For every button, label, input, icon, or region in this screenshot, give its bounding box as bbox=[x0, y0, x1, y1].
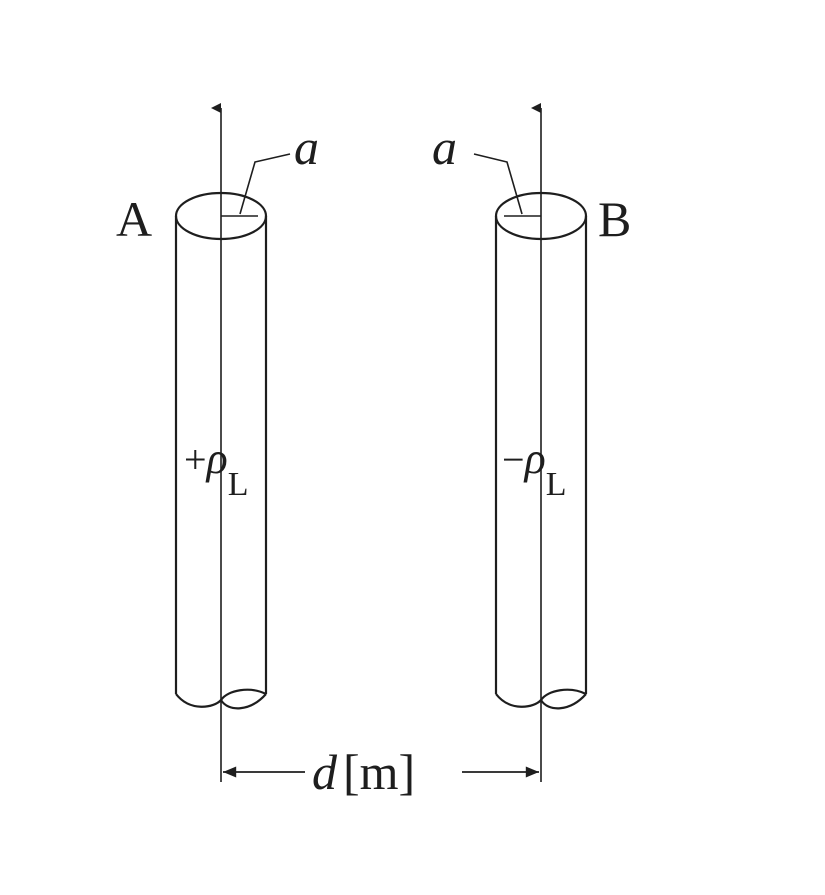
wire-b-radius-label: a bbox=[432, 119, 457, 175]
wire-a-charge-symbol: ρ bbox=[206, 434, 228, 483]
wire-a-broken-bottom-inner bbox=[221, 694, 266, 708]
wire-b-charge-symbol: ρ bbox=[524, 434, 546, 483]
wire-a-radius-label: a bbox=[294, 119, 319, 175]
wire-a-charge-label bbox=[184, 434, 248, 503]
wire-a-charge-subscript: L bbox=[227, 466, 249, 503]
wire-b-radius-leader bbox=[474, 154, 522, 214]
wire-b-label: B bbox=[598, 191, 632, 247]
wire-a-charge-sign: + bbox=[184, 437, 207, 482]
separation-unit: [m] bbox=[343, 744, 416, 800]
separation-symbol: d bbox=[312, 744, 337, 800]
wire-a-label: A bbox=[116, 191, 153, 247]
wire-b-charge-label bbox=[502, 434, 566, 503]
wire-b-charge-subscript: L bbox=[545, 466, 567, 503]
wire-b-charge-sign: − bbox=[502, 437, 525, 482]
wire-a-radius-leader bbox=[240, 154, 290, 214]
separation-label bbox=[312, 744, 415, 800]
wire-b-broken-bottom-inner bbox=[541, 694, 586, 708]
